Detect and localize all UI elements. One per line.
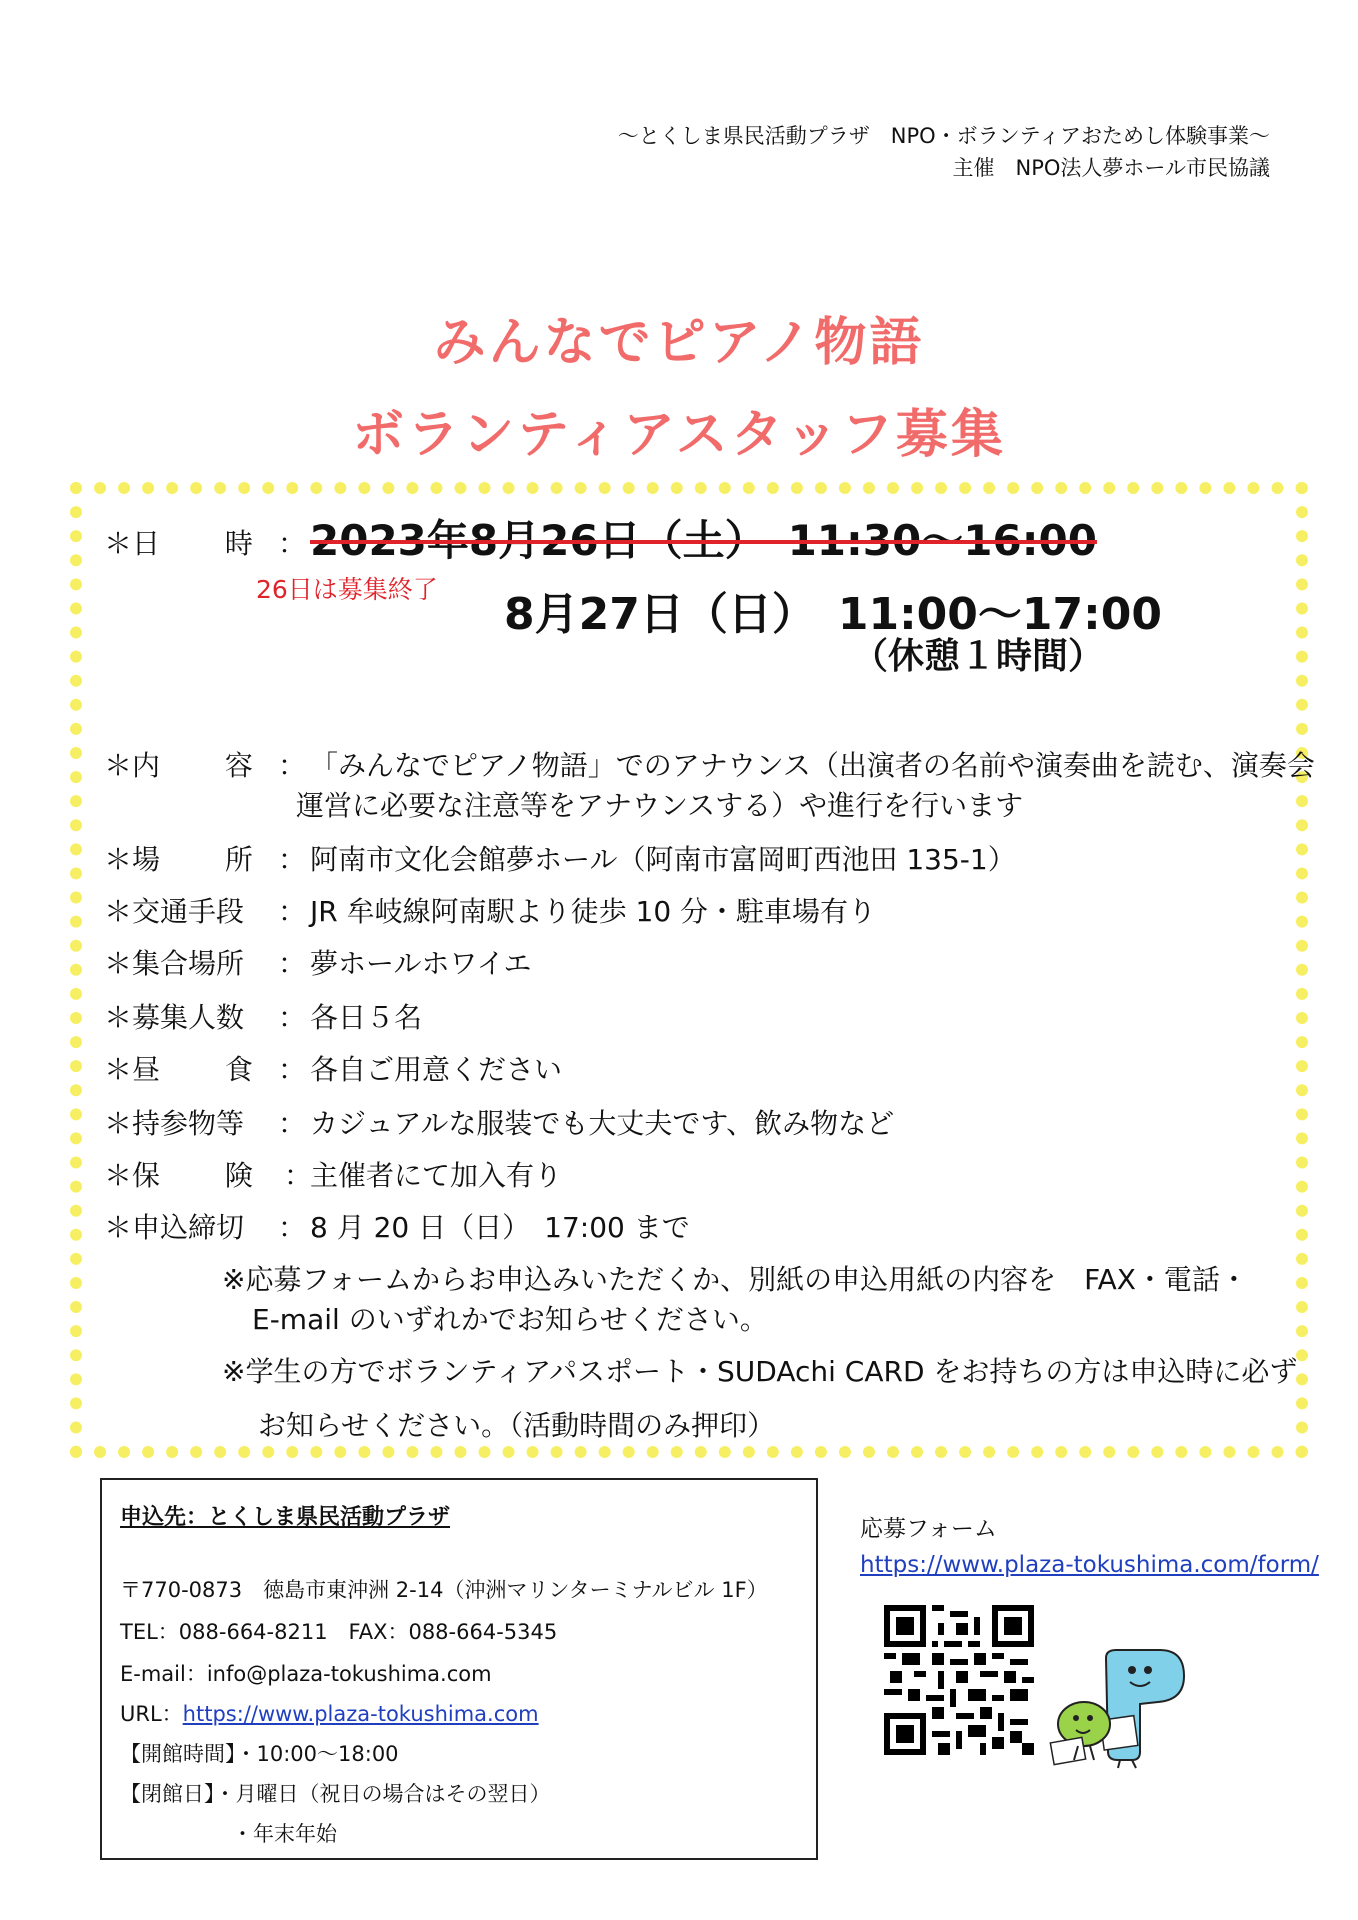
- deadline-label: ＊申込締切: [104, 1211, 245, 1244]
- transport-value: JR 牟岐線阿南駅より徒歩 10 分・駐車場有り: [310, 895, 877, 928]
- belongings-colon: ：: [278, 1107, 307, 1140]
- lunch-label: ＊昼 食: [104, 1053, 253, 1086]
- contact-email: E-mail：info@plaza-tokushima.com: [120, 1662, 492, 1686]
- host-line: 主催 NPO法人夢ホール市民協議: [952, 156, 1270, 180]
- event-date: 8月27日（日） 11:00～17:00: [504, 589, 1162, 640]
- student-note-b: お知らせください。（活動時間のみ押印）: [258, 1409, 776, 1442]
- insurance-value: 主催者にて加入有り: [310, 1159, 563, 1192]
- mascot-illustration-icon: [1048, 1648, 1188, 1770]
- meeting-value: 夢ホールホワイエ: [310, 947, 532, 980]
- qr-code-icon[interactable]: [884, 1605, 1034, 1755]
- capacity-colon: ：: [278, 1001, 307, 1034]
- contact-box: [100, 1478, 818, 1860]
- transport-label: ＊交通手段: [104, 895, 245, 928]
- belongings-value: カジュアルな服装でも大丈夫です、飲み物など: [310, 1107, 895, 1140]
- closed-days-label: 【閉館日】: [120, 1782, 215, 1806]
- contact-title: 申込先：とくしま県民活動プラザ: [120, 1505, 451, 1530]
- plaza-url-link[interactable]: https://www.plaza-tokushima.com: [182, 1702, 539, 1726]
- contact-address: 〒770-0873 徳島市東沖洲 2-14（沖洲マリンターミナルビル 1F）: [120, 1578, 768, 1602]
- deadline-colon: ：: [278, 1211, 307, 1244]
- cancelled-note: 26日は募集終了: [256, 575, 438, 604]
- event-title: みんなでピアノ物語: [433, 313, 925, 373]
- form-label: 応募フォーム: [860, 1516, 997, 1542]
- form-url-link[interactable]: https://www.plaza-tokushima.com/form/: [860, 1552, 1319, 1578]
- meeting-label: ＊集合場所: [104, 947, 245, 980]
- content-value-2: 運営に必要な注意等をアナウンスする）や進行を行います: [296, 789, 1024, 822]
- closed-days-value: ・月曜日（祝日の場合はその翌日）: [214, 1782, 551, 1806]
- belongings-label: ＊持参物等: [104, 1107, 245, 1140]
- schedule-label: ＊日 時: [104, 527, 253, 560]
- opening-hours-label: 【開館時間】: [120, 1742, 236, 1766]
- program-line: ～とくしま県民活動プラザ NPO・ボランティアおためし体験事業～: [617, 124, 1270, 148]
- break-note: （休憩１時間）: [852, 636, 1105, 677]
- place-colon: ：: [278, 843, 307, 876]
- place-label: ＊場 所: [104, 843, 253, 876]
- opening-hours-value: ・10:00～18:00: [235, 1742, 399, 1766]
- capacity-label: ＊募集人数: [104, 1001, 245, 1034]
- insurance-label: ＊保 険: [104, 1159, 253, 1192]
- student-note: ※学生の方でボランティアパスポート・SUDAchi CARD をお持ちの方は申込時に必ず: [222, 1355, 1298, 1388]
- opening-hours: [120, 1738, 399, 1768]
- content-colon: ：: [278, 749, 307, 782]
- closed-days-2: ・年末年始: [232, 1822, 337, 1846]
- contact-tel-fax: TEL：088-664-8211 FAX：088-664-5345: [120, 1620, 558, 1644]
- cancelled-date: 2023年8月26日（土） 11:30～16:00: [310, 516, 1097, 565]
- insurance-colon: ：: [284, 1159, 313, 1192]
- apply-note-1b: E-mail のいずれかでお知らせください。: [252, 1303, 768, 1336]
- content-label: ＊内 容: [104, 749, 253, 782]
- lunch-colon: ：: [278, 1053, 307, 1086]
- closed-days: [120, 1778, 551, 1808]
- place-value: 阿南市文化会館夢ホール（阿南市富岡町西池田 135-1）: [310, 843, 1016, 876]
- meeting-colon: ：: [278, 947, 307, 980]
- transport-colon: ：: [278, 895, 307, 928]
- contact-url-line: [120, 1698, 539, 1728]
- apply-note-1: ※応募フォームからお申込みいただくか、別紙の申込用紙の内容を FAX・電話・: [222, 1263, 1248, 1296]
- organizer-header: [618, 120, 1270, 184]
- recruitment-title: ボランティアスタッフ募集: [352, 405, 1006, 465]
- url-label: URL：: [120, 1702, 183, 1726]
- content-value: 「みんなでピアノ物語」でのアナウンス（出演者の名前や演奏曲を読む、演奏会: [310, 749, 1315, 782]
- deadline-value: 8 月 20 日（日） 17:00 まで: [310, 1211, 690, 1244]
- capacity-value: 各日５名: [310, 1001, 423, 1034]
- lunch-value: 各自ご用意ください: [310, 1053, 563, 1086]
- schedule-colon: ：: [278, 527, 307, 560]
